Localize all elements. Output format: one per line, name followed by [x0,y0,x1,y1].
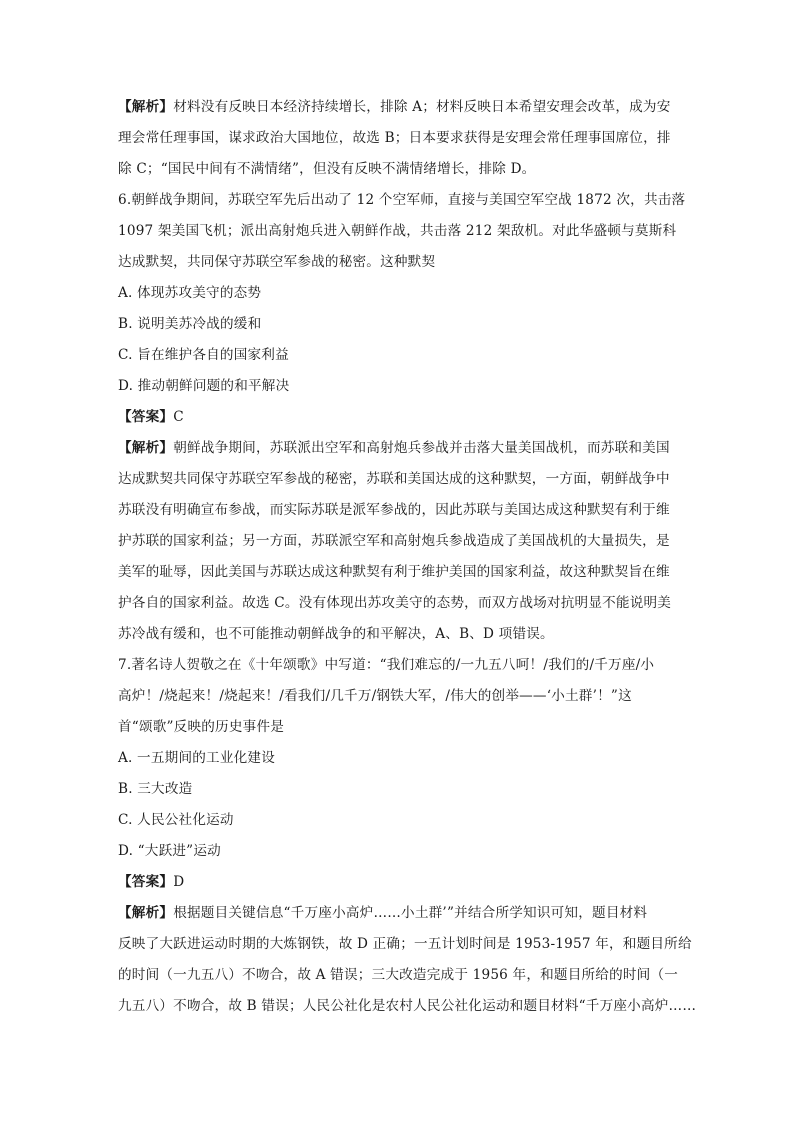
q7-analysis-line: 的时间（一九五八）不吻合，故 A 错误；三大改造完成于 1956 年，和题目所给的时间（一 [118,967,679,983]
analysis-tag: 【解析】 [118,440,174,456]
q6-analysis-line: 护各自的国家利益。故选 C。没有体现出苏攻美守的态势，而双方战场对抗明显不能说明美 [118,595,672,611]
q6-analysis-line: 达成默契共同保守苏联空军参战的秘密，苏联和美国达成的这种默契，一方面，朝鲜战争中 [118,471,670,487]
q6-stem [118,185,686,278]
q7-stem-line: 首“颂歌”反映的历史事件是 [118,719,285,735]
q6-answer-value: C [173,409,184,425]
q6-stem-line: 1097 架美国飞机；派出高射炮兵进入朝鲜作战，共击落 212 架敌机。对此华盛顿与莫斯科 [118,223,677,239]
q6-option-b: B. 说明美苏冷战的缓和 [118,316,262,332]
q5-analysis-line: 除 C；“国民中间有不满情绪”，但没有反映不满情绪增长，排除 D。 [118,161,536,177]
q5-analysis [118,92,683,185]
q6-options [118,278,683,402]
q7-option-a: A. 一五期间的工业化建设 [118,750,275,766]
q7-option-b: B. 三大改造 [118,781,193,797]
q7-analysis-line: 反映了大跃进运动时期的大炼钢铁，故 D 正确；一五计划时间是 1953-1957 年，和题目所给 [118,936,692,952]
q7-analysis [118,898,697,1022]
q6-analysis-line: 护苏联的国家利益；另一方面，苏联派空军和高射炮兵参战造成了美国战机的大量损失，是 [118,533,670,549]
q7-stem-line: 高炉！/烧起来！/烧起来！/看我们/几千万/钢铁大军，/伟大的创举——‘小土群’！”这 [118,688,632,704]
q7-stem [118,650,683,743]
q7-stem-line: 7.著名诗人贺敬之在《十年颂歌》中写道：“我们难忘的/一九五八呵！/我们的/千万座/小 [118,657,655,673]
q7-option-d: D. “大跃进”运动 [118,843,221,859]
analysis-tag: 【解析】 [118,99,174,115]
q5-analysis-line: 【解析】材料没有反映日本经济持续增长，排除 A；材料反映日本希望安理会改革，成为安 [118,99,671,115]
q6-analysis-line: 苏联没有明确宣布参战，而实际苏联是派军参战的，因此苏联与美国达成这种默契有利于维 [118,502,670,518]
answer-tag: 【答案】 [118,409,174,425]
q7-options [118,743,683,867]
document-page [118,92,697,1022]
q6-stem-line: 达成默契，共同保守苏联空军参战的秘密。这种默契 [118,254,436,270]
q6-option-c: C. 旨在维护各自的国家利益 [118,347,289,363]
q6-analysis-line: 美军的耻辱，因此美国与苏联达成这种默契有利于维护美国的国家利益，故这种默契旨在维 [118,564,670,580]
q7-analysis-line: 【解析】根据题目关键信息“千万座小高炉……小土群’”并结合所学知识可知，题目材料 [118,905,648,921]
q7-analysis-line: 九五八）不吻合，故 B 错误；人民公社化是农村人民公社化运动和题目材料“千万座小高炉…… [118,998,697,1014]
q7-answer-value: D [173,874,185,890]
q7-answer [118,867,683,898]
q5-analysis-line: 理会常任理事国，谋求政治大国地位，故选 B；日本要求获得是安理会常任理事国席位，排 [118,130,671,146]
q6-answer [118,402,683,433]
q7-option-c: C. 人民公社化运动 [118,812,234,828]
q6-option-d: D. 推动朝鲜问题的和平解决 [118,378,290,394]
q6-analysis-line: 苏冷战有缓和，也不可能推动朝鲜战争的和平解决，A、B、D 项错误。 [118,626,554,642]
q6-option-a: A. 体现苏攻美守的态势 [118,285,262,301]
analysis-tag: 【解析】 [118,905,174,921]
q6-analysis-line: 【解析】朝鲜战争期间，苏联派出空军和高射炮兵参战并击落大量美国战机，而苏联和美国 [118,440,670,456]
q6-analysis [118,433,683,650]
q6-stem-line: 6.朝鲜战争期间，苏联空军先后出动了 12 个空军师，直接与美国空军空战 1872 次，共击落 [118,192,686,208]
answer-tag: 【答案】 [118,874,174,890]
